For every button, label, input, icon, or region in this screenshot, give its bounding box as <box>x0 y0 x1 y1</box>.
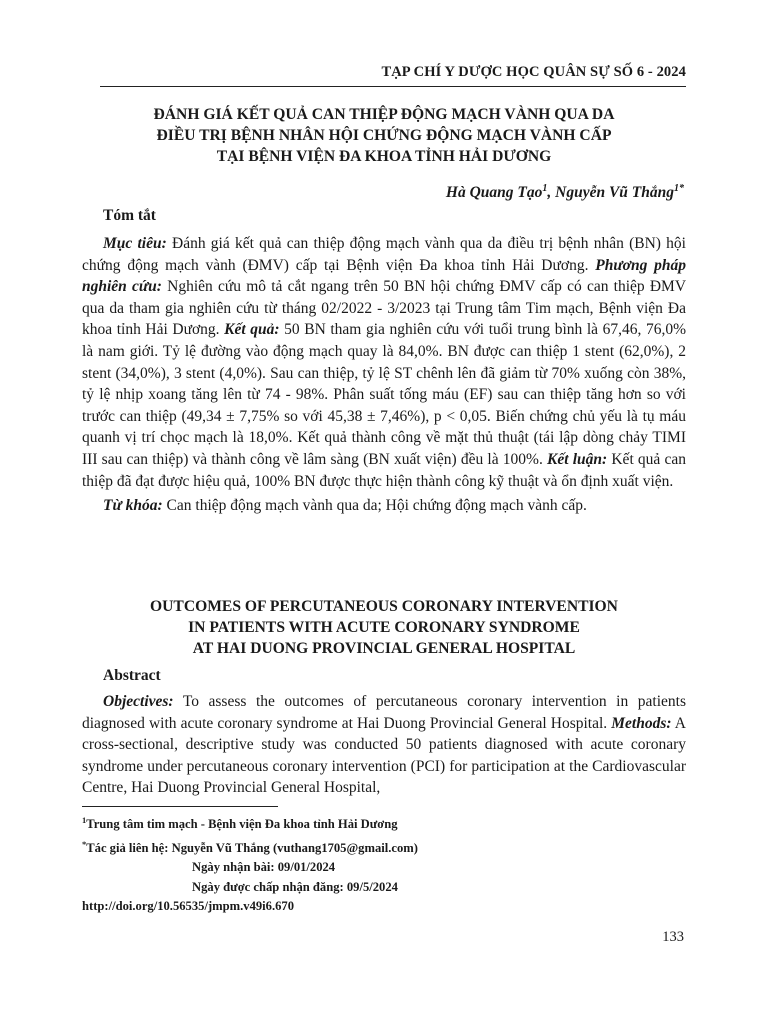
footnote-corresponding <box>82 835 686 859</box>
title-en-line: IN PATIENTS WITH ACUTE CORONARY SYNDROME <box>188 619 580 636</box>
title-english <box>82 596 686 659</box>
footnotes <box>82 811 686 917</box>
affiliation-mark: 1 <box>82 815 87 825</box>
results-label: Kết quả: <box>224 321 280 339</box>
title-vi-line: ĐIỀU TRỊ BỆNH NHÂN HỘI CHỨNG ĐỘNG MẠCH VÀNH CẤP <box>156 127 612 144</box>
journal-header: TẠP CHÍ Y DƯỢC HỌC QUÂN SỰ SỐ 6 - 2024 <box>100 64 686 87</box>
affiliation-text: Trung tâm tim mạch - Bệnh viện Đa khoa tỉnh Hải Dương <box>86 817 398 832</box>
author-name: Hà Quang Tạo <box>445 184 543 202</box>
title-vietnamese <box>82 104 686 167</box>
abstract-en-heading: Abstract <box>103 667 161 684</box>
title-vi-line: TẠI BỆNH VIỆN ĐA KHOA TỈNH HẢI DƯƠNG <box>216 148 552 165</box>
objectives-label: Objectives: <box>103 693 174 710</box>
abstract-vi-heading: Tóm tắt <box>103 207 156 224</box>
accepted-date: Ngày được chấp nhận đăng: 09/5/2024 <box>192 879 398 894</box>
author-name: Nguyễn Vũ Thắng <box>555 184 674 202</box>
author-affiliation-mark: 1* <box>674 183 684 194</box>
title-en-line: OUTCOMES OF PERCUTANEOUS CORONARY INTERVENTION <box>150 598 618 615</box>
received-date: Ngày nhận bài: 09/01/2024 <box>192 860 336 875</box>
author-separator: , <box>547 184 556 202</box>
keywords-text: Can thiệp động mạch vành qua da; Hội chứng động mạch vành cấp. <box>162 497 587 515</box>
keywords-label: Từ khóa: <box>103 497 163 515</box>
abstract-vi-paragraph <box>82 233 686 492</box>
conclusion-text: Kết quả can thiệp đã đạt được hiệu quả, 100% BN được thực hiện thành công kỹ thuật và ổn định xuất viện. <box>82 450 686 490</box>
objectives-text: To assess the outcomes of percutaneous coronary intervention in patients diagnosed with acute coronary syndrome at Hai Duong Provincial General Hospital. <box>82 693 686 732</box>
author-list <box>446 183 684 202</box>
conclusion-label: Kết luận: <box>547 450 608 468</box>
methods-en-label: Methods: <box>611 714 672 732</box>
abstract-en-body <box>82 691 686 799</box>
corresponding-text: Tác giả liên hệ: Nguyễn Vũ Thắng (vuthang1705@gmail.com) <box>86 840 418 855</box>
results-text: 50 BN tham gia nghiên cứu với tuổi trung bình là 67,46, 76,0% là nam giới. Tỷ lệ đường vào động mạch quay là 84,0%. BN được can thiệp 1 stent (62,0%), 2 stent (34,0%), 3 stent (4,0%). Sau can thiệp, tỷ lệ ST chênh lên đã giảm từ 70% xuống còn 38%, tỷ lệ nhịp xoang tăng lên từ 74 - 98%. Phân suất tống máu (EF) sau can thiệp tăng hơn so với trước can thiệp (49,34 ± 7,75% so với 45,38 ± 7,46%), p < 0,05. Biến chứng chủ yếu là tụ máu quanh vị trí chọc mạch là 18,0%. Kết quả thành công về mặt thủ thuật (tái lập dòng chảy TIMI III sau can thiệp) và thành công về lâm sàng (BN xuất viện) đều là 100%. <box>82 321 687 468</box>
doi-link[interactable]: http://doi.org/10.56535/jmpm.v49i6.670 <box>82 899 294 914</box>
methods-label: Phương pháp nghiên cứu: <box>82 256 687 296</box>
methods-text: Nghiên cứu mô tả cắt ngang trên 50 BN hội chứng ĐMV cấp có can thiệp ĐMV qua da tham gia nghiên cứu từ tháng 02/2022 - 3/2023 tại Trung tâm Tim mạch, Bệnh viện Đa khoa tỉnh Hải Dương. <box>82 278 687 339</box>
abstract-vi-body <box>82 233 686 517</box>
footnote-affiliation <box>82 811 686 835</box>
objective-text: Đánh giá kết quả can thiệp động mạch vành qua da điều trị bệnh nhân (BN) hội chứng động mạch vành (ĐMV) cấp tại Bệnh viện Đa khoa tỉnh Hải Dương. <box>82 235 686 274</box>
title-vi-line: ĐÁNH GIÁ KẾT QUẢ CAN THIỆP ĐỘNG MẠCH VÀNH QUA DA <box>153 106 615 123</box>
corresponding-mark: * <box>82 838 87 849</box>
footnote-divider <box>82 806 278 807</box>
objective-label: Mục tiêu: <box>103 235 167 252</box>
methods-en-text: A cross-sectional, descriptive study was conducted 50 patients diagnosed with acute coronary syndrome under percutaneous coronary intervention (PCI) for participation at the Cardiovascular Centre, Hai Duong Provincial General Hospital, <box>82 714 686 797</box>
keywords-paragraph <box>82 495 686 517</box>
abstract-en-paragraph <box>82 691 686 799</box>
title-en-line: AT HAI DUONG PROVINCIAL GENERAL HOSPITAL <box>192 640 576 657</box>
author-affiliation-mark: 1 <box>542 183 548 194</box>
page-number: 133 <box>662 929 684 945</box>
